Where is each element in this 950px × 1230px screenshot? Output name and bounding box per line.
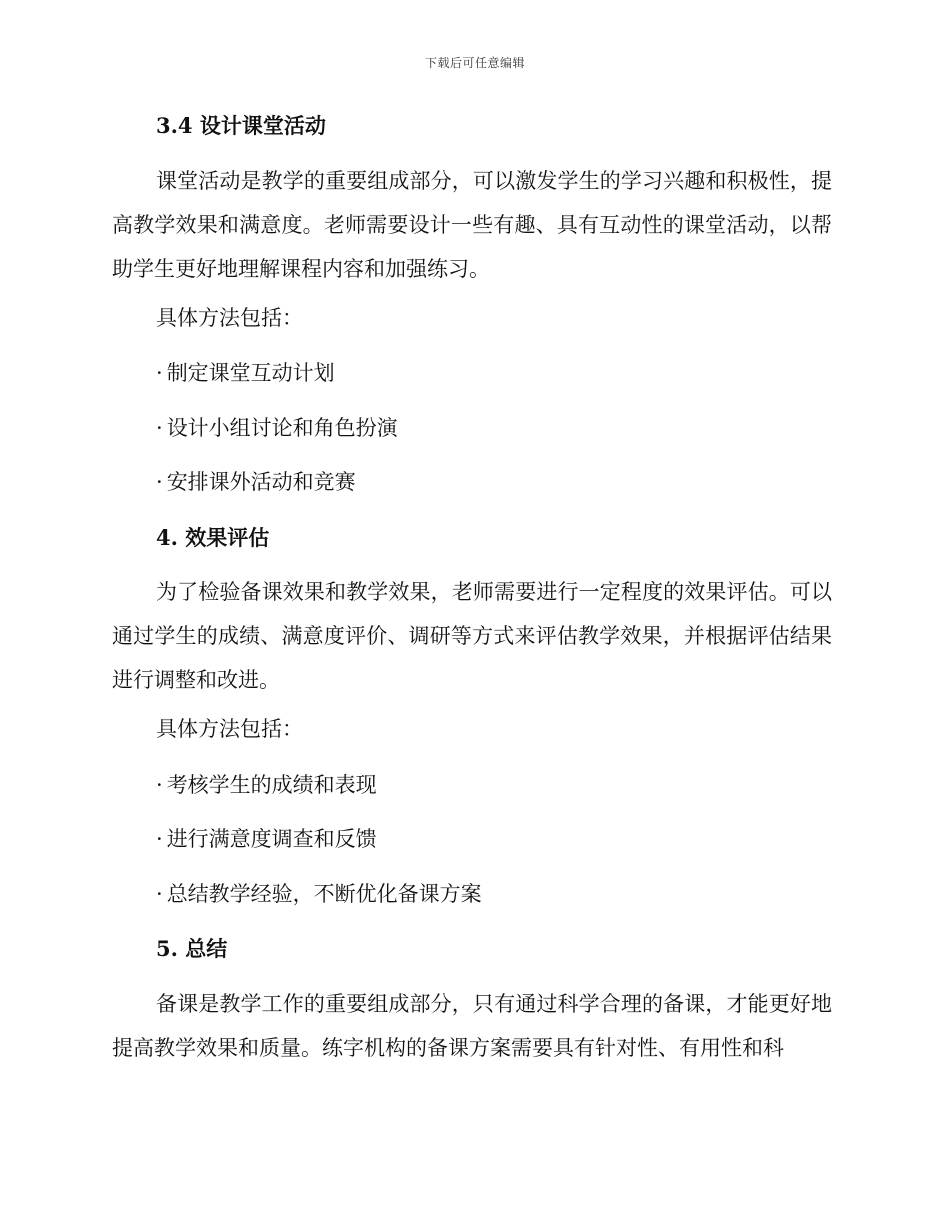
document-body	[112, 110, 832, 1082]
list-item-text: 设计小组讨论和角色扮演	[166, 415, 398, 440]
list-item-text: 安排课外活动和竞赛	[166, 470, 356, 494]
methods-lead-3-4: 具体方法包括：	[156, 305, 303, 330]
list-item-text: 考核学生的成绩和表现	[166, 772, 377, 797]
bullet-dot-icon: ·	[156, 415, 163, 440]
list-item	[112, 358, 832, 390]
section-heading-3-4: 3.4 设计课堂活动	[156, 113, 326, 138]
list-item	[112, 879, 832, 911]
list-item	[112, 770, 832, 802]
list-item-text: 制定课堂互动计划	[166, 361, 335, 385]
section-paragraph-3-4: 课堂活动是教学的重要组成部分，可以激发学生的学习兴趣和积极性，提高教学效果和满意度。老师需要设计一些有趣、具有互动性的课堂活动，以帮助学生更好地理解课程内容和加强练习。	[112, 168, 832, 281]
section-heading-4: 4. 效果评估	[156, 524, 270, 550]
list-item	[112, 413, 832, 445]
bullet-dot-icon: ·	[156, 470, 163, 494]
methods-lead-4: 具体方法包括：	[156, 717, 303, 741]
list-item	[112, 467, 832, 499]
bullet-dot-icon: ·	[156, 827, 163, 851]
list-item-text: 进行满意度调查和反馈	[166, 827, 377, 851]
section-paragraph-4: 为了检验备课效果和教学效果，老师需要进行一定程度的效果评估。可以通过学生的成绩、满意度评价、调研等方式来评估教学效果，并根据评估结果进行调整和改进。	[112, 580, 832, 692]
section-heading-5: 5. 总结	[156, 936, 228, 961]
list-item-text: 总结教学经验，不断优化备课方案	[166, 881, 482, 906]
header-note: 下载后可任意编辑	[424, 56, 525, 70]
section-paragraph-5: 备课是教学工作的重要组成部分，只有通过科学合理的备课，才能更好地提高教学效果和质量。练字机构的备课方案需要具有针对性、有用性和科	[112, 991, 832, 1060]
bullet-dot-icon: ·	[156, 361, 163, 385]
list-item	[112, 824, 832, 856]
bullet-dot-icon: ·	[156, 772, 163, 797]
bullet-dot-icon: ·	[156, 881, 163, 906]
